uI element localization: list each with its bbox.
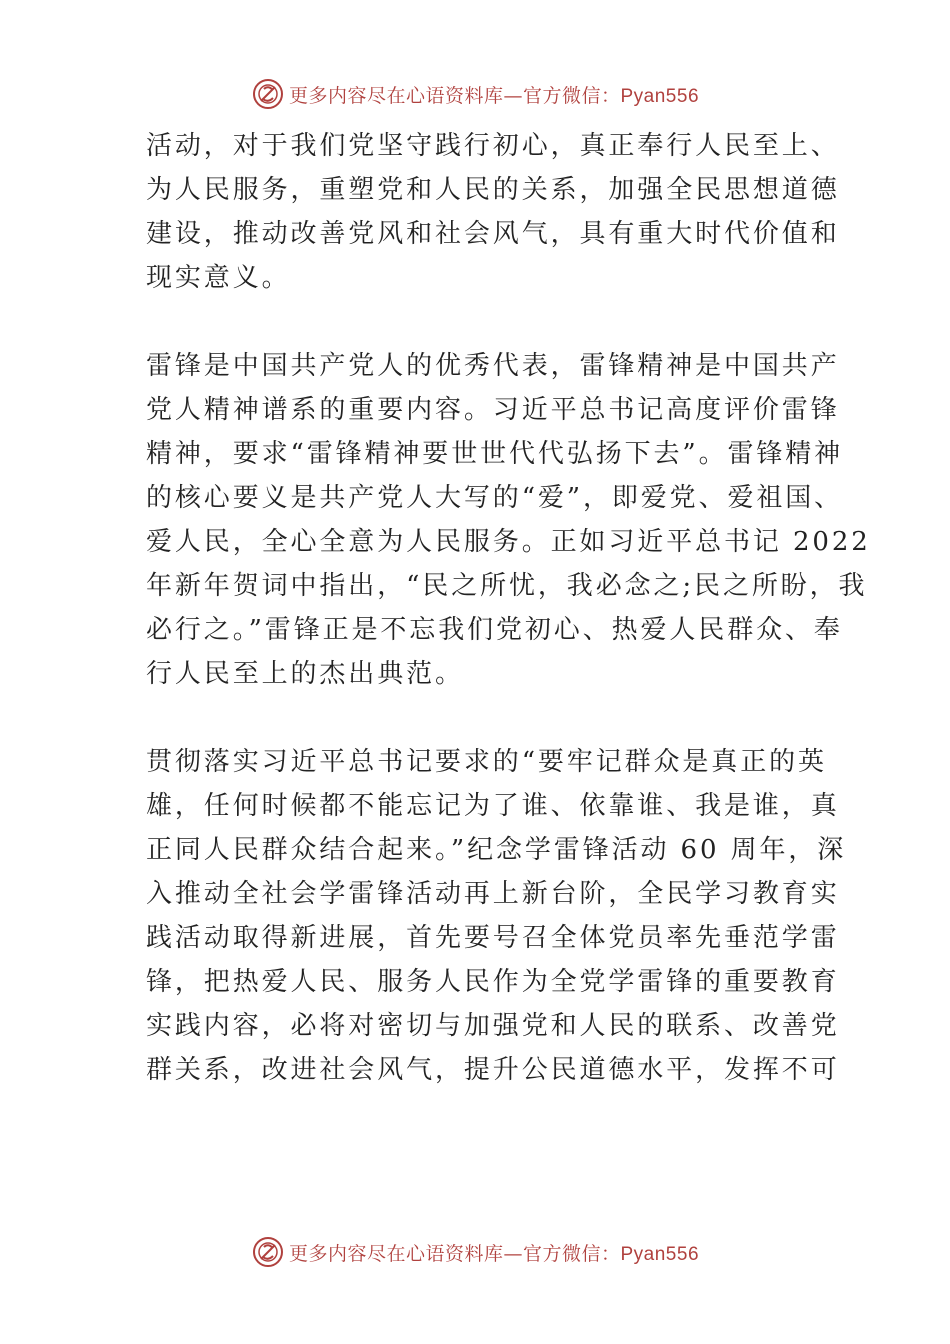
footer-dash: — [503,1242,523,1265]
paragraph-1 [146,124,840,300]
footer-text [289,1239,699,1266]
text-line: 入推动全社会学雷锋活动再上新台阶，全民学习教育实 [146,879,840,909]
text-line: 践活动取得新进展，首先要号召全体党员率先垂范学雷 [146,923,840,953]
text-line: 现实意义。 [146,263,291,293]
header-wechat-id: Pyan556 [620,85,700,107]
red-seal-logo-icon [251,77,285,111]
header-wechat-prefix: 官方微信： [522,84,621,107]
text-line: 为人民服务，重塑党和人民的关系，加强全民思想道德 [146,175,840,205]
paragraph-gap [146,300,811,344]
paragraph-gap [146,696,811,740]
text-line: 精神，要求“雷锋精神要世世代代弘扬下去”。雷锋精神 [146,439,844,469]
text-line: 雄，任何时候都不能忘记为了谁、依靠谁、我是谁，真 [146,791,840,821]
text-line: 活动，对于我们党坚守践行初心，真正奉行人民至上、 [146,131,840,161]
text-line: 建设，推动改善党风和社会风气，具有重大时代价值和 [146,219,840,249]
header-dash: — [503,84,523,107]
red-seal-logo-icon [251,1235,285,1269]
text-line: 雷锋是中国共产党人的优秀代表，雷锋精神是中国共产 [146,351,840,381]
text-line: 党人精神谱系的重要内容。习近平总书记高度评价雷锋 [146,395,840,425]
text-line: 正同人民群众结合起来。”纪念学雷锋活动 60 周年，深 [146,835,847,865]
header-site-text: 更多内容尽在心语资料库 [288,84,504,107]
header-text [289,81,699,108]
text-line: 行人民至上的杰出典范。 [146,659,464,689]
document-body [146,124,871,1092]
text-line: 锋，把热爱人民、服务人民作为全党学雷锋的重要教育 [146,967,840,997]
footer-site-text: 更多内容尽在心语资料库 [288,1242,504,1265]
text-line: 贯彻落实习近平总书记要求的“要牢记群众是真正的英 [146,747,827,777]
header-banner [0,74,950,114]
text-line: 群关系，改进社会风气，提升公民道德水平，发挥不可 [146,1055,840,1085]
text-line: 实践内容，必将对密切与加强党和人民的联系、改善党 [146,1011,840,1041]
footer-banner [0,1232,950,1272]
paragraph-2 [146,344,871,696]
text-line: 的核心要义是共产党人大写的“爱”，即爱党、爱祖国、 [146,483,844,513]
footer-wechat-id: Pyan556 [620,1243,700,1265]
text-line: 必行之。”雷锋正是不忘我们党初心、热爱人民群众、奉 [146,615,843,645]
paragraph-3 [146,740,847,1092]
text-line: 年新年贺词中指出，“民之所忧，我必念之;民之所盼，我 [146,571,868,601]
footer-wechat-prefix: 官方微信： [522,1242,621,1265]
text-line: 爱人民，全心全意为人民服务。正如习近平总书记 2022 [146,527,871,557]
